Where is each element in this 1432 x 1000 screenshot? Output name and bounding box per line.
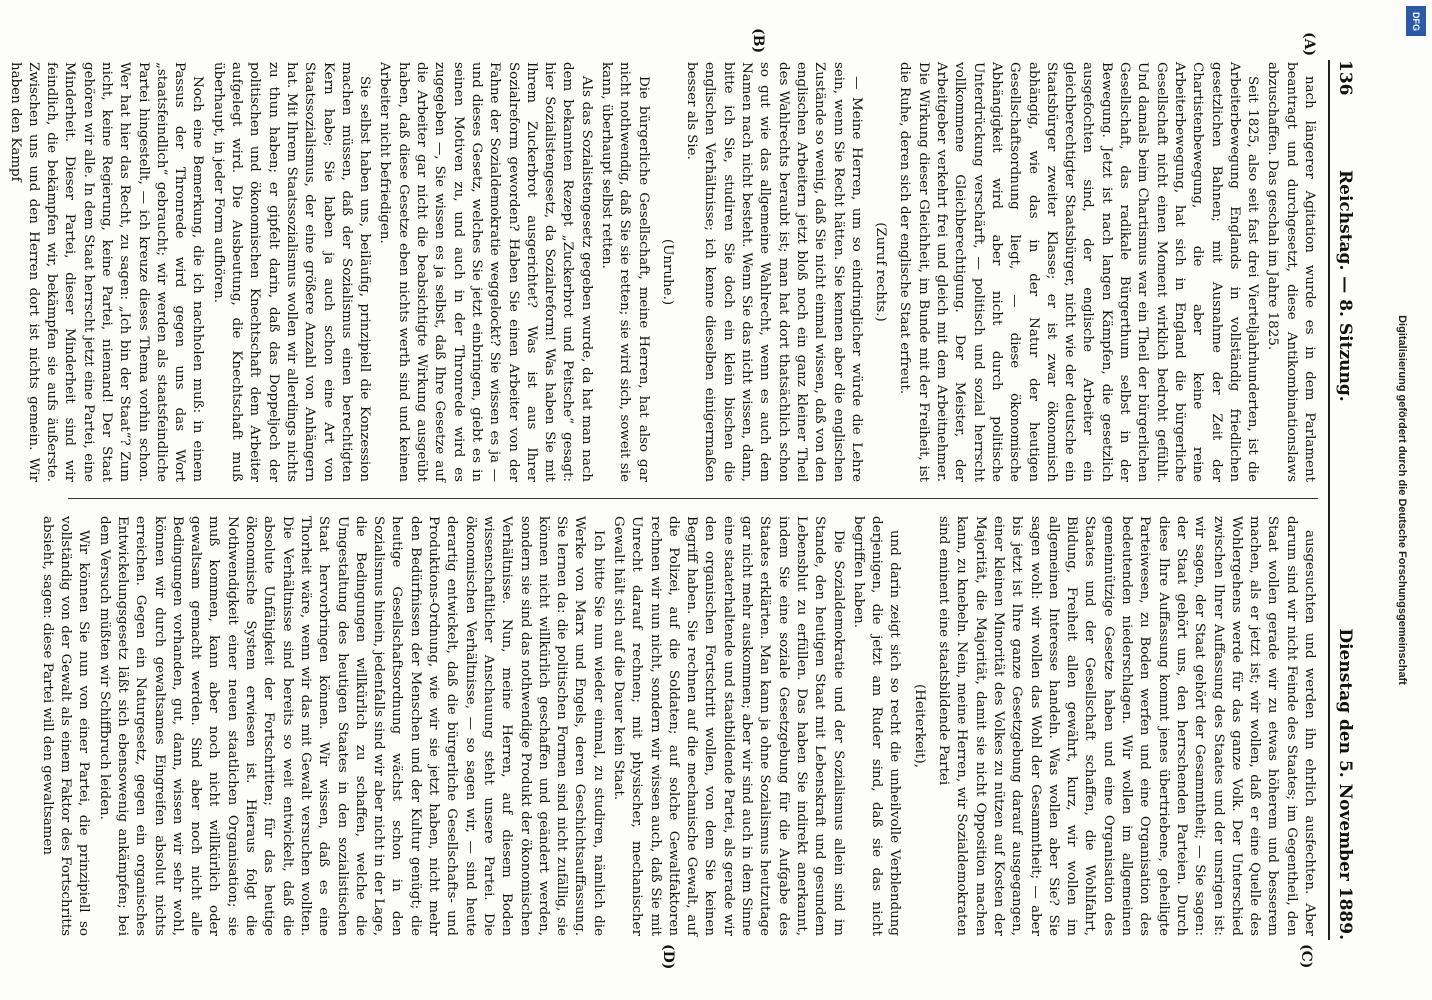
text-column-right: [39, 516, 1318, 936]
dfg-logo: DFG: [1406, 6, 1426, 36]
paragraph: und darin zeigt sich so recht die unheilvolle Verblendung derjenigen, die jetzt am Ruder sind, daß sie das nicht begriffen haben.: [850, 516, 903, 936]
page-header: [1328, 60, 1360, 940]
page-sheet: [7, 20, 1406, 980]
margin-marker-b: (B): [750, 28, 766, 54]
paragraph: nach längerer Agitation wurde es in dem Parlament beantragt und durchgesetzt, diese Antikombinationslaws abzuschaffen. Das geschah im Jahre 1825.: [1265, 62, 1317, 482]
paragraph: Als das Sozialistengesetz gegeben wurde, da hat man nach dem bekannten Rezept „Zuckerbrot und Peitsche“ gesagt: hier Sozialistengesetz, da Sozialreform! Was haben Sie mit Ihrem Zuckerbrot ausgerichtet? Was ist aus Ihrer Sozialreform geworden? Haben Sie einen Arbeiter von der Fahne der Sozialdemokratie weggelockt? Sie wissen es ja — und dieses Gesetz, welches Sie jetzt einbringen, giebt es in seinen Motiven zu, und auch in der Thronrede wird es zugegeben —, Sie wissen es ja selbst, daß Ihre Gesetze auf die Arbeiter gar nicht die beabsichtigte Wirkung ausgeübt haben, daß diese Gesetze eben nichts werth sind und keinen Arbeiter nicht befriedigen.: [377, 62, 594, 482]
margin-marker-a: (A): [1301, 32, 1317, 57]
margin-marker-c: (C): [1298, 944, 1314, 969]
margin-marker-d: (D): [660, 944, 676, 970]
column-divider: [68, 498, 1318, 499]
digitization-credit: [1392, 40, 1412, 960]
paragraph: Ich bitte Sie nun wieder einmal, zu studiren, nämlich die Werke von Marx und Engels, deren Geschichtsauffassung. Sie lernen da: die politischen Formen sind nicht zufällig, sie können nicht willkürlich geschaffen und geändert werden, sondern sie sind das nothwendige Produkt der ökonomischen Verhältnisse. Nun, meine Herren, auf diesem Boden wissenschaftlicher Anschauung steht unsere Partei. Die ökonomischen Verhältnisse, — so sagen wir, — sind heute derartig entwickelt, daß die bürgerliche Gesellschafts- und Produktions-Ordnung, wie wir sie jetzt haben, nicht mehr den Bedürfnissen der Menschen und der Kultur genügt; die heutige Gesellschaftsordnung wächst schon in den Sozialismus hinein, jedenfalls sind wir aber nicht in der Lage, die Bedingungen willkürlich zu schaffen, welche die Umgestaltung des heutigen Staates in den sozialistischen Staat hervorbringen können. Wir wissen, daß es eine Thorheit wäre, wenn wir das mit Gewalt versuchen wollten. Die Verhältnisse sind bereits so weit entwickelt, daß die absolute Unfähigkeit der Fortschritten; für das heutige ökonomische System erwiesen ist. Hieraus folgt die Nothwendigkeit einer neuen staatlichen Organisation; sie muß kommen, kann aber noch nicht willkürlich oder gewaltsam gemacht werden. Sind aber noch nicht alle Bedingungen vorhanden, gut, dann, wissen wir sehr wohl, können wir durch gewaltsames Eingreifen absolut nichts erreichen. Gegen ein Naturgesetz, gegen ein organisches Entwickelungsgesetz läßt sich ebensowenig ankämpfen; bei dem Versuch müßten wir Schiffbruch leiden.: [96, 516, 606, 936]
text-column-left: [7, 32, 1318, 482]
page-number: 136: [1335, 60, 1355, 96]
paragraph: Die Sozialdemokratie und der Sozialismus allein sind im Stande, den heutigen Staat mit Lebenskraft und gesundem Lebensblut zu erfüllen. Das haben Sie indirekt anerkannt, indem Sie eine soziale Gesetzgebung für die Aufgabe des Staates erklärten. Man kann ja ohne Sozialismus heutzutage gar nicht mehr auskommen; aber wir sind auch in dem Sinne eine staaterhaltende und staatbildende Partei, als gerade wir den organischen Fortschritt wollen, von dem Sie keinen Begriff haben. Sie rechnen auf die mechanische Gewalt, auf die Polizei, auf die Soldaten; auf solche Gewaltfaktoren rechnen wir nun nicht, sondern wir wissen auch, daß Sie mit Unrecht darauf rechnen; mit physischer, mechanischer Gewalt hält sich auf die Dauer kein Staat.: [611, 516, 846, 936]
paragraph: Noch eine Bemerkung, die ich nachholen muß: in einem Passus der Thronrede wird gegen uns das Wort „staatsfeindlich“ gebraucht; wir werden als staatsfeindliche Partei hingestellt, — ich kreuze dieses Thema vorhin schon. Wer hat hier das Recht, zu sagen: „Ich bin der Staat“? Zum nicht, keine Regierung, keine Partei, niemand! Der Staat gehören wir alle. In dem Staat herrscht jetzt eine Partei, eine Minderheit. Dieser Partei, dieser Minderheit sind wir feindlich, die bekämpfen wir, bekämpfen sie aufs äußerste. Zwischen uns und den Herren dort ist nichts gemein. Wir haben den Kampf: [7, 62, 206, 482]
interjection: (Zuruf rechts.): [873, 222, 889, 322]
paragraph: Die bürgerliche Gesellschaft, meine Herren, hat also gar nicht nothwendig, daß Sie sie retten; sie wird sich, soweit sie kann, überhaupt selbst retten.: [599, 62, 651, 482]
paragraph: ausgesuchten und werden ihn ehrlich ausfechten. Aber darum sind wir nicht Feinde des Staates; im Gegentheil, den Staat wollen gerade wir zu etwas höherem und besserem machen, als er jetzt ist; wir wollen, daß er eine Quelle des Wohlergehens werde für das ganze Volk. Der Unterschied zwischen Ihrer Auffassung des Staates und der unsrigen ist: wir sagen, der Staat gehört der Gesammtheit; — Sie sagen: der Staat gehört uns, den herrschenden Parteien. Durch diese Ihre Auffassung kommt jenes übertriebene, geheiligte Parteiwesen, zu Boden werfen und eine Organisation des bedeutenden niederschlagen. Wir wollen im allgemeinen gemeinnützige Gesetze haben und eine Organisation des Staates und der Gesellschaft schaffen, die Wohlfahrt, Bildung, Freiheit allen gewährt, kurz, wir wollen im allgemeinen Interesse handeln. Was wollen aber Sie? Sie sagen wohl: wir wollen das Wohl der Gesammtheit; — aber bis jetzt ist Ihre ganze Gesetzgebung darauf ausgegangen, einer kleinen Minorität des Volkes zu nützen auf Kosten der Majorität, die Majorität, damit sie nicht Opposition machen kann, zu knebeln. Nein, meine Herren, wir Sozialdemokraten sind eminent eine staatsbildende Partei: [936, 516, 1317, 936]
interjection: (Heiterkeit),: [911, 684, 927, 768]
paragraph: Sie selbst haben uns, beiläufig, prinzipiell die Konzession machen müssen, daß der Sozialismus einen berechtigten Kern habe; Sie haben ja auch schon eine Art von Staatssozialismus, der eine größere Anzahl von Anhängern hat. Mit Ihrem Staatssozialismus wollen wir allerdings nichts zu thun haben; er gipfelt darin, daß das Doppeljoch der politischen und ökonomischen Knechtschaft dem Arbeiter aufgelegt wird. Die Ausbeutung, die Knechtschaft muß überhaupt, in jeder Form aufhören.: [210, 62, 373, 482]
session-title: Reichstag. — 8. Sitzung.: [1335, 170, 1355, 402]
paragraph: — Meine Herren, um so eindringlicher würde die Lehre sein, wenn Sie Recht hätten. Sie kennen aber die englischen Zustände so wenig, daß Sie nicht einmal wissen, daß von den englischen Arbeitern jetzt bloß noch ein ganz kleiner Theil des Wahlrechts beraubt ist; man hat dort thatsächlich schon so gut wie das allgemeine Wahlrecht, wenn es auch dem Namen nach nicht besteht. Wenn Sie das nicht wissen, dann, bitte ich Sie, studiren Sie doch ein klein bischen die englischen Verhältnisse; ich kenne dieselben einigermaßen besser als Sie.: [684, 62, 864, 482]
session-date: Dienstag den 5. November 1889.: [1335, 628, 1355, 940]
interjection: (Unruhe.): [659, 238, 675, 306]
paragraph: Seit 1825, also seit fast drei Vierteljahrhunderten, ist die Arbeiterbewegung Englands in vollständig friedlichen gesetzlichen Bahnen; mit Ausnahme der Zeit der Chartistenbewegung, die aber keine reine Arbeiterbewegung, hat sich in England die bürgerliche Gesellschaft nicht einen Moment wirklich bedroht gefühlt. Und damals beim Chartismus war ein Theil der bürgerlichen Gesellschaft, das radikale Bürgerthum selbst in der Bewegung. Jetzt ist nach langen Kämpfen, die gesetzlich ausgefochten sind, der englische Arbeiter ein gleichberechtigter Staatsbürger, nicht wie der deutsche ein Staatsbürger zweiter Klasse; er ist zwar ökonomisch abhängig, wie das in der Natur der heutigen Gesellschaftsordnung liegt, — diese ökonomische Abhängigkeit wird aber nicht durch politische Unterdrückung verschärft, — politisch und sozial herrscht vollkommene Gleichberechtigung. Der Meister, der Arbeitgeber verkehrt frei und gleich mit dem Arbeitnehmer. Die Wirkung dieser Gleichheit, im Bunde mit der Freiheit, ist die Ruhe, deren sich der englische Staat erfreut.: [897, 62, 1261, 482]
credit-text: Digitalisierung gefördert durch die Deutsche Forschungsgemeinschaft: [1396, 315, 1408, 685]
paragraph: Wir können Sie nun von einer Partei, die prinzipiell so vollständig von der Gewalt als einem Faktor des Fortschritts absieht, sagen: diese Partei will den gewaltsamen: [39, 516, 92, 936]
